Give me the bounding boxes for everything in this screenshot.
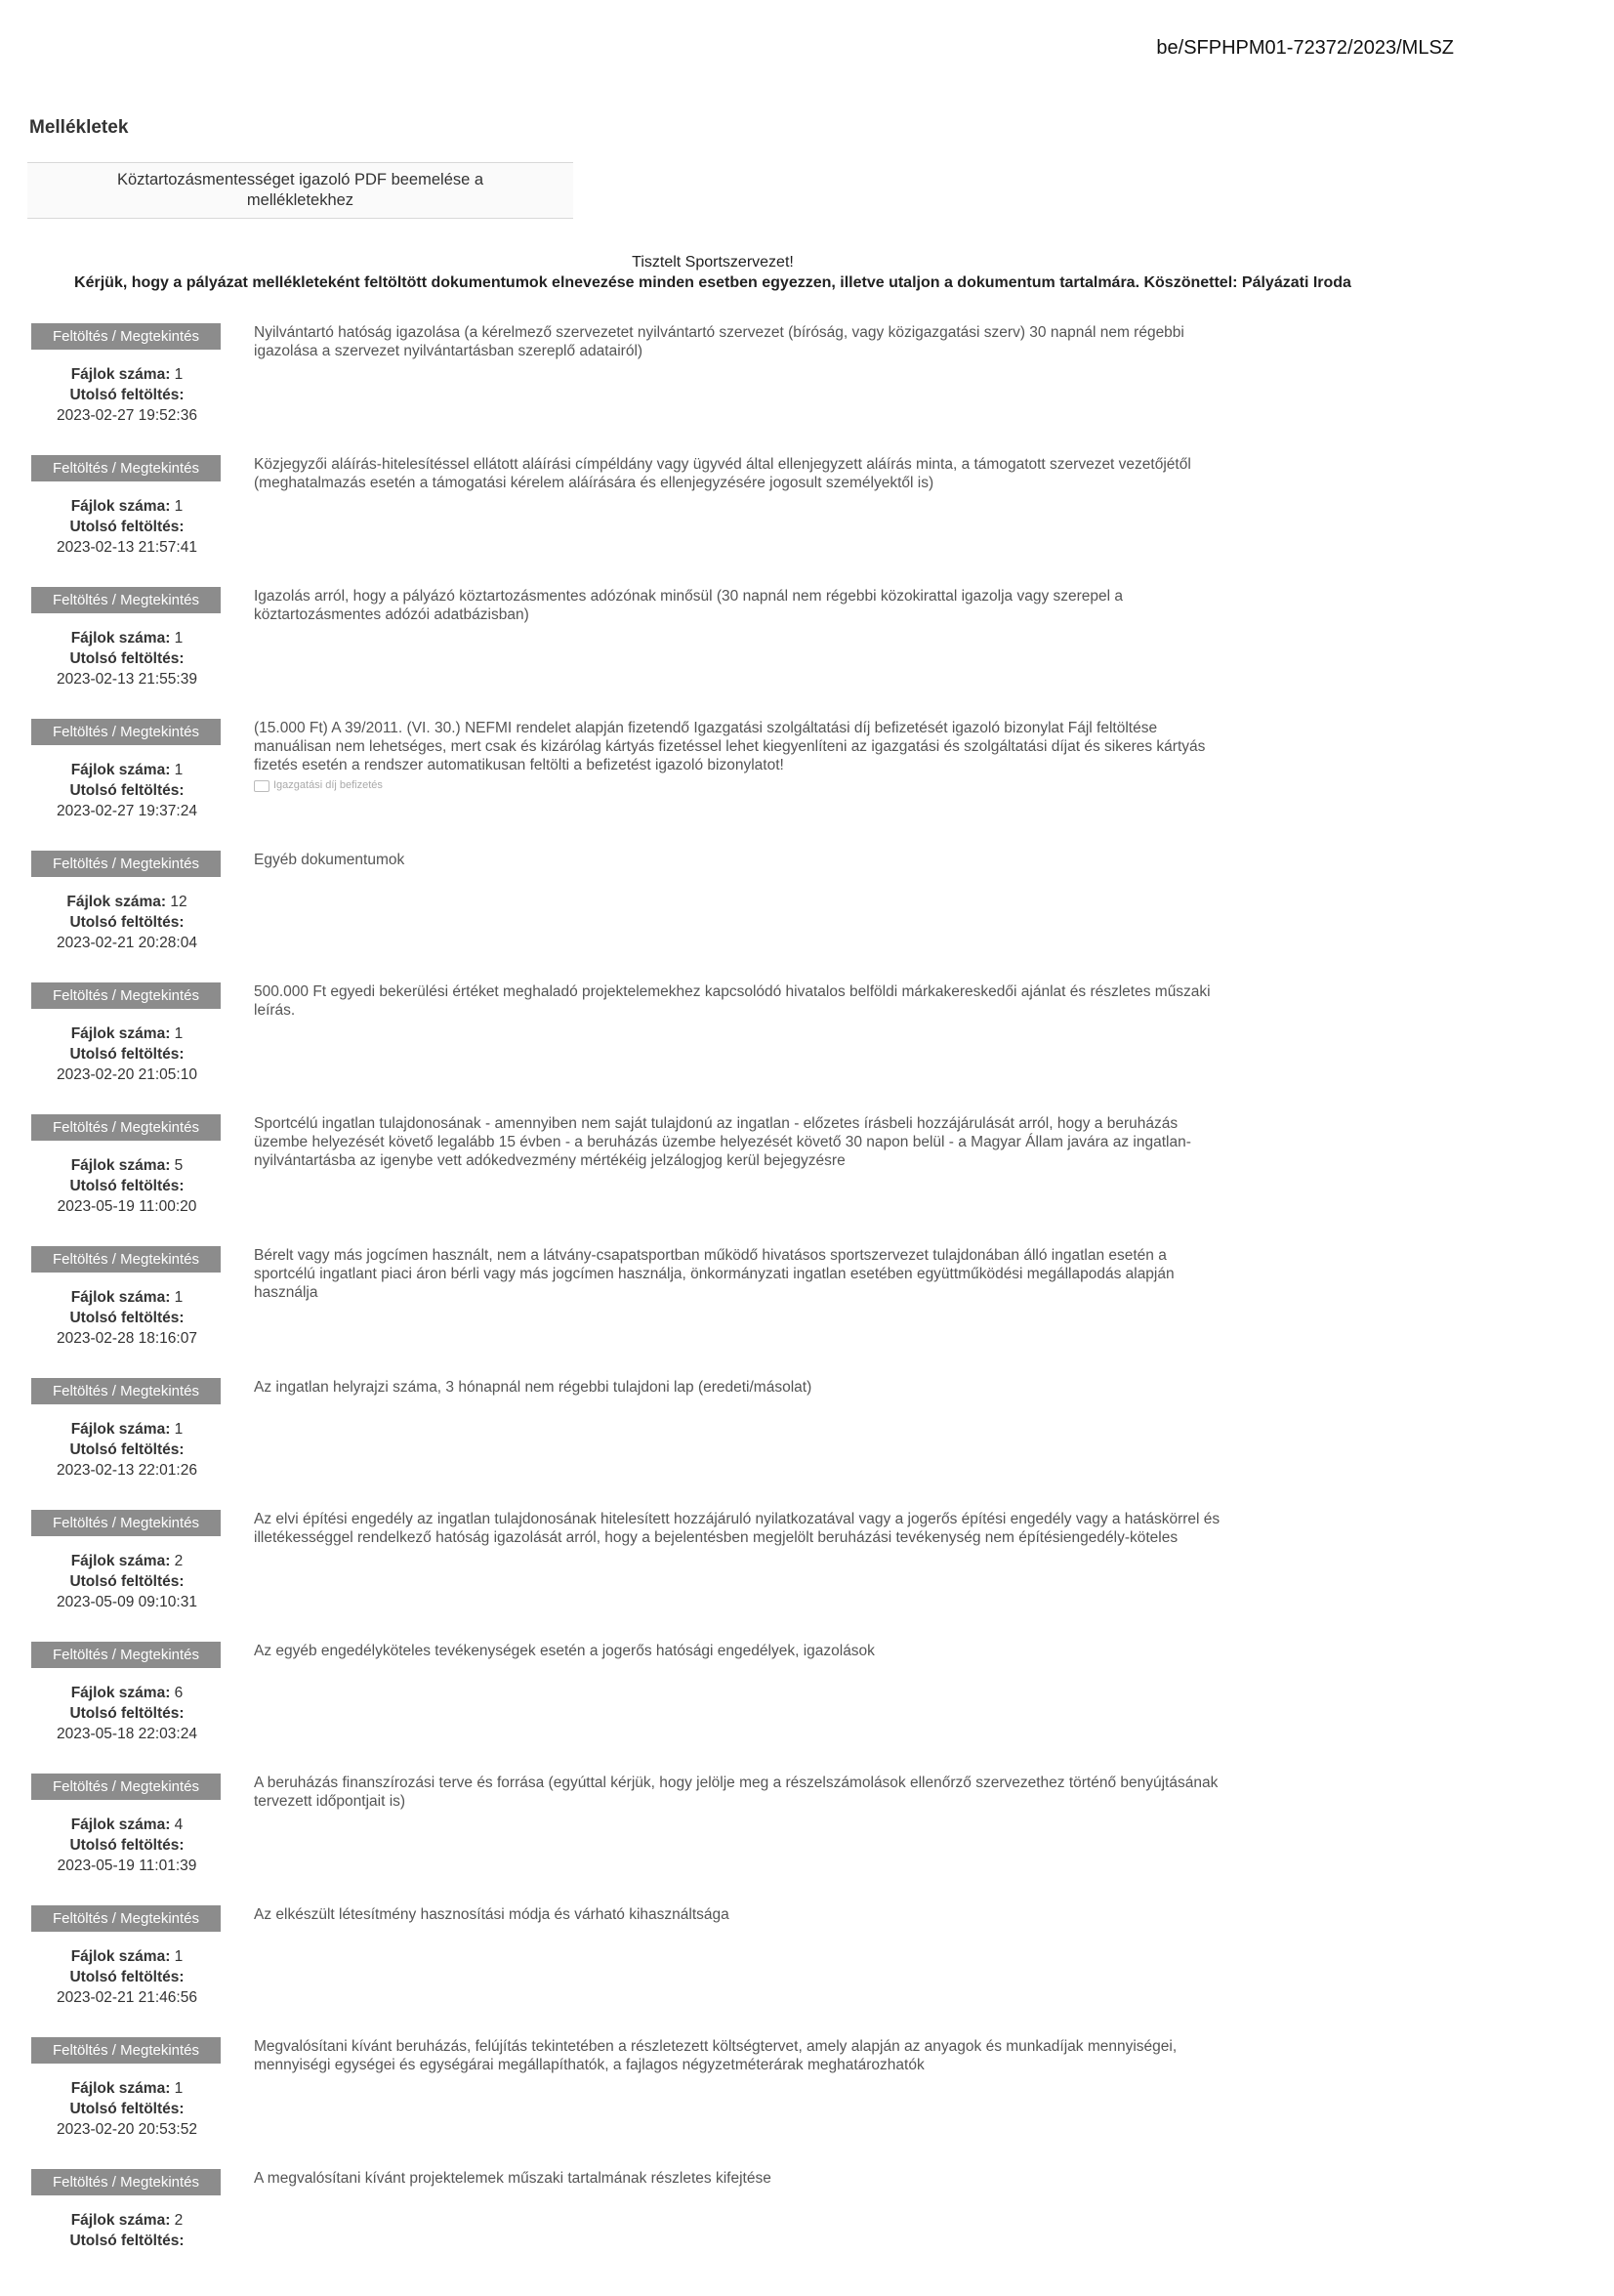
upload-view-button[interactable]: Feltöltés / Megtekintés xyxy=(31,1510,221,1536)
notice xyxy=(20,252,1406,293)
upload-view-button[interactable]: Feltöltés / Megtekintés xyxy=(31,1642,221,1668)
files-count: 6 xyxy=(174,1685,184,1701)
attachment-description-text: Megvalósítani kívánt beruházás, felújítás tekintetében a részletezett költségtervet, amely alapján az anyagok és munkadíjak mennyiségei, mennyiségi egységei és egységárai megállapíthatók, a fajlagos négyzetméterárak meghatározhatók xyxy=(254,2038,1178,2073)
attachment-meta xyxy=(20,1683,234,1744)
last-upload-date: 2023-05-19 11:00:20 xyxy=(57,1198,197,1215)
last-upload-label: Utolsó feltöltés: xyxy=(69,1837,185,1854)
files-count: 5 xyxy=(174,1157,184,1174)
last-upload-label: Utolsó feltöltés: xyxy=(69,1310,185,1326)
attachment-meta xyxy=(20,2210,234,2251)
pdf-import-button[interactable] xyxy=(27,162,573,219)
attachment-meta xyxy=(20,1155,234,1217)
files-count-label: Fájlok száma: xyxy=(70,1421,171,1438)
files-count-label: Fájlok száma: xyxy=(70,1025,171,1042)
files-count-label: Fájlok száma: xyxy=(70,1816,171,1833)
last-upload-label: Utolsó feltöltés: xyxy=(69,1441,185,1458)
files-count: 1 xyxy=(174,630,184,647)
files-count: 1 xyxy=(174,1948,184,1965)
attachment-entry xyxy=(0,1905,1614,2032)
files-count: 1 xyxy=(174,1025,184,1042)
last-upload-label: Utolsó feltöltés: xyxy=(69,1573,185,1590)
attachment-description-text: (15.000 Ft) A 39/2011. (VI. 30.) NEFMI rendelet alapján fizetendő Igazgatási szolgáltatási díj befizetését igazoló bizonylat Fájl feltöltése manuálisan nem lehetséges, mert csak és kizárólag kártyás fizetéssel lehet kiegyenlíteni az igazgatási és szolgáltatási díjat és sikeres kártyás fizetés esetén a rendszer automatikusan feltölti a befizetést igazoló bizonylatot! xyxy=(254,720,1206,773)
last-upload-label: Utolsó feltöltés: xyxy=(69,2233,185,2249)
notice-message: Kérjük, hogy a pályázat mellékleteként feltöltött dokumentumok elnevezése minden esetben egyezzen, illetve utaljon a dokumentum tartalmára. Köszönettel: Pályázati Iroda xyxy=(74,274,1351,291)
attachment-entry xyxy=(0,587,1614,714)
upload-view-button[interactable]: Feltöltés / Megtekintés xyxy=(31,2169,221,2195)
attachment-description xyxy=(254,1642,1230,1660)
attachment-description-text: Az elkészült létesítmény hasznosítási módja és várható kihasználtsága xyxy=(254,1906,729,1923)
files-count-label: Fájlok száma: xyxy=(70,762,171,778)
last-upload-date: 2023-02-13 21:55:39 xyxy=(57,671,197,688)
upload-view-button[interactable]: Feltöltés / Megtekintés xyxy=(31,1246,221,1273)
attachment-meta xyxy=(20,1551,234,1612)
files-count: 1 xyxy=(174,1421,184,1438)
files-count-label: Fájlok száma: xyxy=(70,1948,171,1965)
attachment-description xyxy=(254,1246,1230,1302)
files-count-label: Fájlok száma: xyxy=(70,1553,171,1569)
attachment-description-text: Az ingatlan helyrajzi száma, 3 hónapnál nem régebbi tulajdoni lap (eredeti/másolat) xyxy=(254,1379,812,1396)
attachment-description xyxy=(254,1774,1230,1811)
attachment-meta xyxy=(20,1815,234,1876)
attachment-entry xyxy=(0,982,1614,1109)
last-upload-label: Utolsó feltöltés: xyxy=(69,1178,185,1194)
last-upload-label: Utolsó feltöltés: xyxy=(69,2101,185,2117)
last-upload-label: Utolsó feltöltés: xyxy=(69,914,185,931)
upload-view-button[interactable]: Feltöltés / Megtekintés xyxy=(31,1114,221,1141)
attachment-description-text: Sportcélú ingatlan tulajdonosának - amennyiben nem saját tulajdonú az ingatlan - előzetes írásbeli hozzájárulását arról, hogy a beruházás üzembe helyezését követő legalább 15 évben - a beruházás üzembe helyezését követő 30 napon belül - a Magyar Állam javára az ingatlan-nyilvántartásba az igenybe vett adókedvezmény mértékéig jelzálogjog kerül bejegyzésre xyxy=(254,1115,1191,1169)
files-count-label: Fájlok száma: xyxy=(70,498,171,515)
files-count: 1 xyxy=(174,498,184,515)
attachment-entry xyxy=(0,1774,1614,1900)
upload-view-button[interactable]: Feltöltés / Megtekintés xyxy=(31,1774,221,1800)
last-upload-date: 2023-02-27 19:52:36 xyxy=(57,407,197,424)
document-reference: be/SFPHPM01-72372/2023/MLSZ xyxy=(1156,37,1454,59)
last-upload-label: Utolsó feltöltés: xyxy=(69,519,185,535)
attachment-meta xyxy=(20,496,234,558)
attachment-link[interactable] xyxy=(254,776,1230,795)
attachment-description-text: Közjegyzői aláírás-hitelesítéssel ellátott aláírási címpéldány vagy ügyvéd által ellenjegyzett aláírás minta, a támogatott szervezet vezetőjétől (meghatalmazás esetén a támogatási kérelem aláírására és ellenjegyzésére jogosult személyektől is) xyxy=(254,456,1191,491)
attachment-description xyxy=(254,323,1230,360)
files-count: 1 xyxy=(174,2080,184,2097)
attachment-description-text: Az egyéb engedélyköteles tevékenységek esetén a jogerős hatósági engedélyek, igazolások xyxy=(254,1643,875,1659)
attachment-meta xyxy=(20,364,234,426)
attachment-entry xyxy=(0,719,1614,846)
attachment-description xyxy=(254,1114,1230,1170)
last-upload-label: Utolsó feltöltés: xyxy=(69,1705,185,1722)
attachment-description-text: Nyilvántartó hatóság igazolása (a kérelmező szervezetet nyilvántartó szervezet (bíróság, vagy közigazgatási szerv) 30 napnál nem régebbi igazolása a szervezet nyilvántartásban szereplő adatairól) xyxy=(254,324,1184,359)
upload-view-button[interactable]: Feltöltés / Megtekintés xyxy=(31,2037,221,2064)
attachment-description xyxy=(254,2037,1230,2074)
last-upload-date: 2023-02-20 21:05:10 xyxy=(57,1066,197,1083)
upload-view-button[interactable]: Feltöltés / Megtekintés xyxy=(31,323,221,350)
attachment-entry xyxy=(0,323,1614,450)
attachment-description-text: Az elvi építési engedély az ingatlan tulajdonosának hitelesített hozzájáruló nyilatkozatával vagy a jogerős építési engedély vagy a hatáskörrel és illetékességgel rendelkező hatóság igazolását arról, hogy a bejelentésben megjelölt beruházási tevékenység nem építésiengedély-köteles xyxy=(254,1511,1221,1546)
upload-view-button[interactable]: Feltöltés / Megtekintés xyxy=(31,982,221,1009)
upload-view-button[interactable]: Feltöltés / Megtekintés xyxy=(31,851,221,877)
upload-view-button[interactable]: Feltöltés / Megtekintés xyxy=(31,1378,221,1404)
attachment-entry xyxy=(0,455,1614,582)
last-upload-label: Utolsó feltöltés: xyxy=(69,1969,185,1985)
attachment-description xyxy=(254,719,1230,795)
files-count: 1 xyxy=(174,762,184,778)
files-count: 2 xyxy=(174,1553,184,1569)
files-count: 12 xyxy=(170,894,187,910)
last-upload-date: 2023-05-09 09:10:31 xyxy=(57,1594,197,1610)
last-upload-date: 2023-02-13 21:57:41 xyxy=(57,539,197,556)
attachment-description-text: A beruházás finanszírozási terve és forrása (egyúttal kérjük, hogy jelölje meg a részelszámolások ellenőrző szervezethez történő benyújtásának tervezett időpontjait is) xyxy=(254,1774,1219,1810)
attachment-entry xyxy=(0,1642,1614,1769)
last-upload-date: 2023-02-28 18:16:07 xyxy=(57,1330,197,1347)
attachment-entry xyxy=(0,851,1614,978)
files-count: 1 xyxy=(174,1289,184,1306)
last-upload-date: 2023-02-27 19:37:24 xyxy=(57,803,197,819)
attachment-description-text: A megvalósítani kívánt projektelemek műszaki tartalmának részletes kifejtése xyxy=(254,2170,771,2187)
files-count: 2 xyxy=(174,2212,184,2229)
attachment-description-text: Igazolás arról, hogy a pályázó köztartozásmentes adózónak minősül (30 napnál nem régebbi közokirattal igazolja vagy szerepel a köztartozásmentes adózói adatbázisban) xyxy=(254,588,1124,623)
files-count-label: Fájlok száma: xyxy=(66,894,167,910)
files-count-label: Fájlok száma: xyxy=(70,1289,171,1306)
attachment-description xyxy=(254,1905,1230,1924)
last-upload-date: 2023-02-20 20:53:52 xyxy=(57,2121,197,2138)
attachment-description xyxy=(254,851,1230,869)
attachment-description xyxy=(254,587,1230,624)
files-count-label: Fájlok száma: xyxy=(70,2080,171,2097)
attachment-description xyxy=(254,1378,1230,1397)
attachment-meta xyxy=(20,1946,234,2008)
attachment-description-text: 500.000 Ft egyedi bekerülési értéket meghaladó projektelemekhez kapcsolódó hivatalos belföldi márkakereskedői ajánlat és részletes műszaki leírás. xyxy=(254,983,1211,1019)
attachment-link-label: Igazgatási díj befizetés xyxy=(273,779,383,791)
last-upload-label: Utolsó feltöltés: xyxy=(69,1046,185,1063)
files-count-label: Fájlok száma: xyxy=(70,2212,171,2229)
last-upload-date: 2023-02-13 22:01:26 xyxy=(57,1462,197,1479)
section-title: Mellékletek xyxy=(29,117,129,138)
attachment-entry xyxy=(0,2037,1614,2164)
attachment-meta xyxy=(20,1419,234,1481)
attachment-entry xyxy=(0,1114,1614,1241)
attachment-entry xyxy=(0,1510,1614,1637)
files-count-label: Fájlok száma: xyxy=(70,630,171,647)
last-upload-label: Utolsó feltöltés: xyxy=(69,387,185,403)
pdf-import-button-label: Köztartozásmentességet igazoló PDF beemelése a mellékletekhez xyxy=(116,171,484,209)
last-upload-date: 2023-05-19 11:01:39 xyxy=(57,1858,197,1874)
attachment-meta xyxy=(20,2078,234,2140)
attachment-meta xyxy=(20,760,234,821)
files-count: 1 xyxy=(174,366,184,383)
attachment-description-text: Bérelt vagy más jogcímen használt, nem a látvány-csapatsportban működő hivatásos sportszervezet tulajdonában álló ingatlan esetén a sportcélú ingatlant piaci áron bérli vagy más jogcímen használja, önkormányzati ingatlan esetében együttműködési megállapodás alapján használja xyxy=(254,1247,1175,1301)
attachment-meta xyxy=(20,892,234,953)
files-count: 4 xyxy=(174,1816,184,1833)
notice-greeting: Tisztelt Sportszervezet! xyxy=(632,254,794,271)
attachment-description xyxy=(254,1510,1230,1547)
upload-view-button[interactable]: Feltöltés / Megtekintés xyxy=(31,719,221,745)
files-count-label: Fájlok száma: xyxy=(70,366,171,383)
attachment-entry xyxy=(0,1246,1614,1373)
attachment-description xyxy=(254,2169,1230,2188)
attachment-meta xyxy=(20,628,234,689)
files-count-label: Fájlok száma: xyxy=(70,1157,171,1174)
upload-view-button[interactable]: Feltöltés / Megtekintés xyxy=(31,455,221,481)
upload-view-button[interactable]: Feltöltés / Megtekintés xyxy=(31,1905,221,1932)
attachment-description xyxy=(254,455,1230,492)
last-upload-label: Utolsó feltöltés: xyxy=(69,650,185,667)
file-icon xyxy=(254,780,269,792)
attachment-description xyxy=(254,982,1230,1020)
attachment-meta xyxy=(20,1287,234,1349)
attachment-description-text: Egyéb dokumentumok xyxy=(254,852,405,868)
files-count-label: Fájlok száma: xyxy=(70,1685,171,1701)
last-upload-date: 2023-02-21 21:46:56 xyxy=(57,1989,197,2006)
upload-view-button[interactable]: Feltöltés / Megtekintés xyxy=(31,587,221,613)
last-upload-date: 2023-02-21 20:28:04 xyxy=(57,935,197,951)
attachment-meta xyxy=(20,1023,234,1085)
last-upload-date: 2023-05-18 22:03:24 xyxy=(57,1726,197,1742)
attachment-entry xyxy=(0,1378,1614,1505)
attachment-entry xyxy=(0,2169,1614,2296)
last-upload-label: Utolsó feltöltés: xyxy=(69,782,185,799)
